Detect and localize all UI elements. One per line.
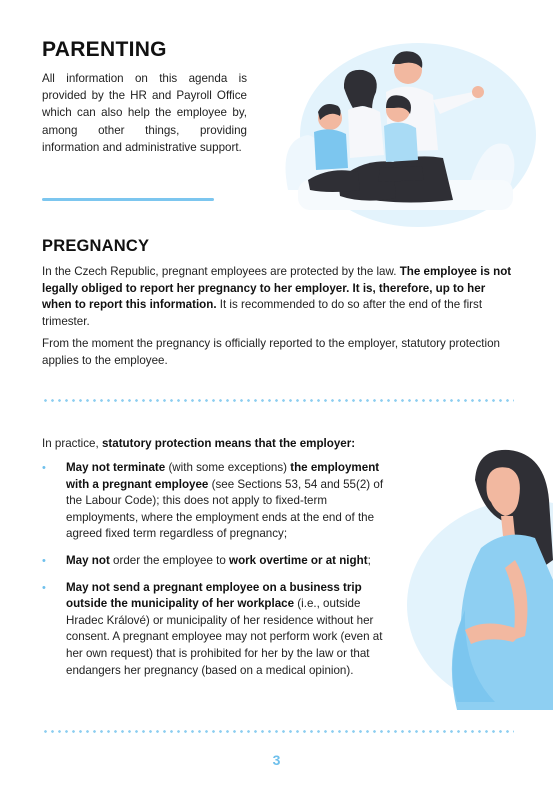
- pregnancy-paragraph-2: From the moment the pregnancy is officially reported to the employer, statutory protection applies to the employee.: [42, 337, 500, 367]
- page-number: 3: [272, 752, 281, 768]
- item-text: order the employee to: [109, 553, 230, 567]
- item-text: (see Sections 53, 54 and 55(2) of the Labour Code); this does not apply to fixed-term employments, where the employment ends at the end of the agreed fixed term regardless of pregnancy;: [66, 477, 384, 541]
- pregnancy-p1-bold: The employee is not legally obliged to report her pregnancy to her employer. It is, therefore, up to her when to report this information.: [42, 265, 512, 312]
- pregnancy-p1-text-c: It is recommended to do so after the end of the first trimester.: [42, 298, 483, 328]
- dotted-divider: [42, 399, 514, 402]
- item-text: (with some exceptions): [165, 461, 291, 474]
- bullet-icon: •: [42, 554, 46, 567]
- pregnancy-p1-text-a: In the Czech Republic, pregnant employees are protected by the law.: [42, 265, 400, 278]
- item-text: (i.e., outside Hradec Králové) or municipality of her residence without her consent. A pregnant employee may not perform work (even at her own request) that is prohibited for her by the law or that endangers her pregnancy (based on a medical opinion).: [66, 597, 383, 677]
- parenting-intro: All information on this agenda is provided by the HR and Payroll Office which can also help the employee by, among other things, providing information and administrative support.: [42, 72, 247, 154]
- list-item: [42, 580, 392, 680]
- item-text: ;: [367, 553, 371, 567]
- item-bold-text: the employment with a pregnant employee: [66, 461, 380, 491]
- item-bold-text: May not terminate: [66, 461, 166, 474]
- dotted-divider: [42, 730, 514, 733]
- protection-list: [42, 460, 392, 689]
- protection-lead-text: In practice,: [42, 437, 102, 450]
- item-bold-text: work overtime or at night: [229, 553, 368, 567]
- list-item: [42, 553, 392, 570]
- family-illustration: [268, 40, 538, 230]
- pregnancy-paragraph-1: [42, 264, 512, 330]
- item-bold-text: May not: [66, 553, 110, 567]
- pregnancy-title: PREGNANCY: [42, 237, 150, 255]
- parenting-title: PARENTING: [42, 38, 167, 61]
- bullet-icon: •: [42, 462, 46, 474]
- protection-lead: [42, 436, 402, 453]
- protection-lead-bold: statutory protection means that the employer:: [101, 437, 356, 450]
- bullet-icon: •: [42, 581, 46, 594]
- list-item: [42, 460, 392, 543]
- item-bold-text: May not send a pregnant employee on a business trip outside the municipality of her workplace: [66, 580, 362, 611]
- section-divider: [42, 198, 214, 201]
- pregnant-woman-illustration: [405, 440, 553, 710]
